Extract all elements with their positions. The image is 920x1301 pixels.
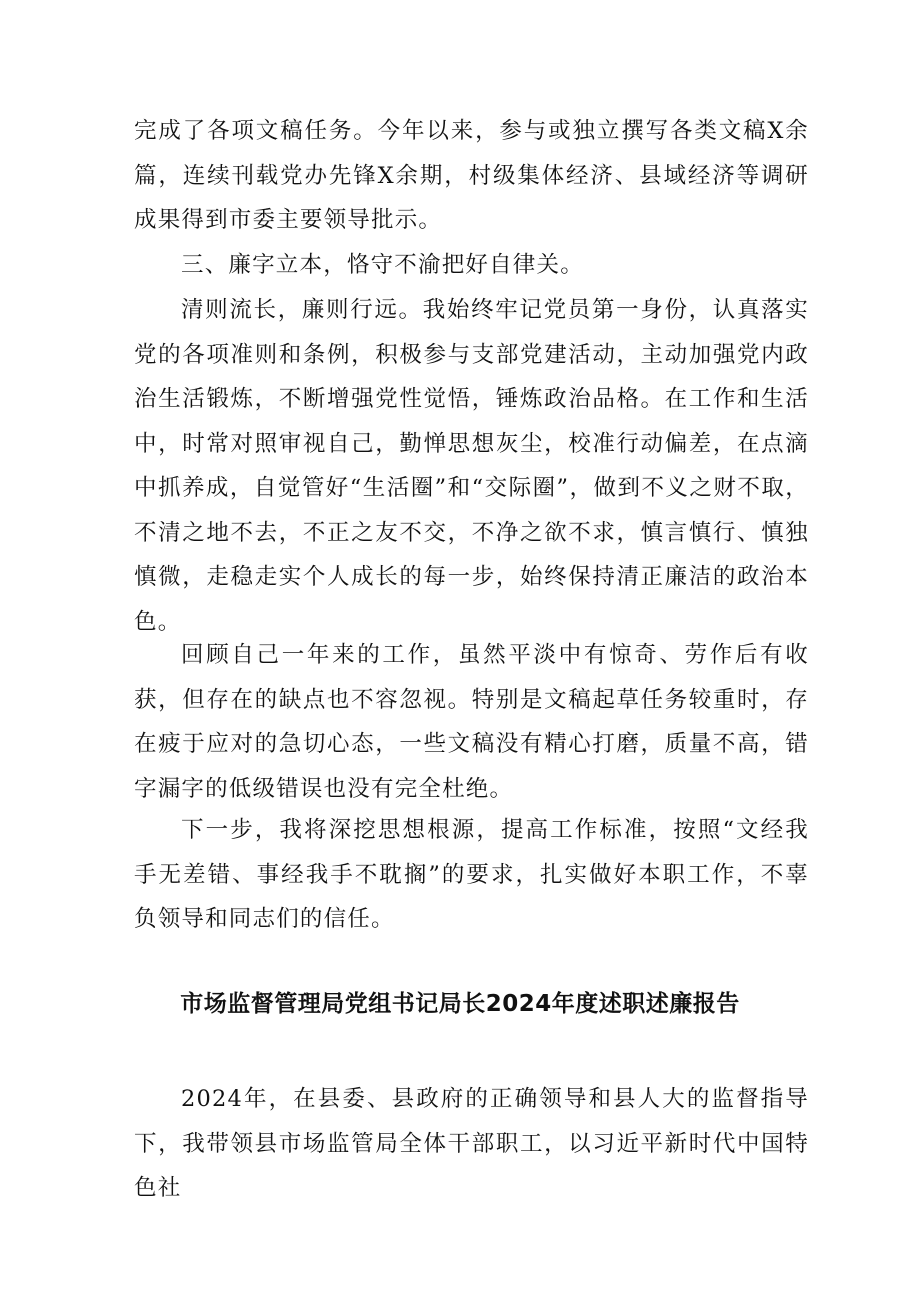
paragraph-review: 回顾自己一年来的工作，虽然平淡中有惊奇、劳作后有收获，但存在的缺点也不容忽视。特别是文稿起草任务较重时，存在疲于应对的急切心态，一些文稿没有精心打磨，质量不高，错字漏字的低级错误也没有完全杜绝。 — [134, 642, 809, 802]
article-title: 市场监督管理局党组书记局长2024年度述职述廉报告 — [180, 991, 740, 1017]
section-heading-three: 三、廉字立本，恪守不渝把好自律关。 — [181, 252, 584, 278]
paragraph-next-step: 下一步，我将深挖思想根源，提高工作标准，按照“文经我手无差错、事经我手不耽搁”的要求，扎实做好本职工作，不辜负领导和同志们的信任。 — [134, 817, 809, 932]
article-intro-paragraph: 2024年，在县委、县政府的正确领导和县人大的监督指导下，我带领县市场监管局全体干部职工，以习近平新时代中国特色社 — [134, 1086, 809, 1201]
paragraph-integrity: 清则流长，廉则行远。我始终牢记党员第一身份，认真落实党的各项准则和条例，积极参与支部党建活动，主动加强党内政治生活锻炼，不断增强党性觉悟，锤炼政治品格。在工作和生活中，时常对照审视自己，勤惮思想灰尘，校准行动偏差，在点滴中抓养成，自觉管好“生活圈”和“交际圈”，做到不义之财不取，不清之地不去，不正之友不交，不净之欲不求，慎言慎行、慎独慎微，走稳走实个人成长的每一步，始终保持清正廉洁的政治本色。 — [134, 297, 809, 635]
paragraph-continuation: 完成了各项文稿任务。今年以来，参与或独立撰写各类文稿X余篇，连续刊载党办先锋X余期，村级集体经济、县域经济等调研成果得到市委主要领导批示。 — [134, 118, 809, 233]
